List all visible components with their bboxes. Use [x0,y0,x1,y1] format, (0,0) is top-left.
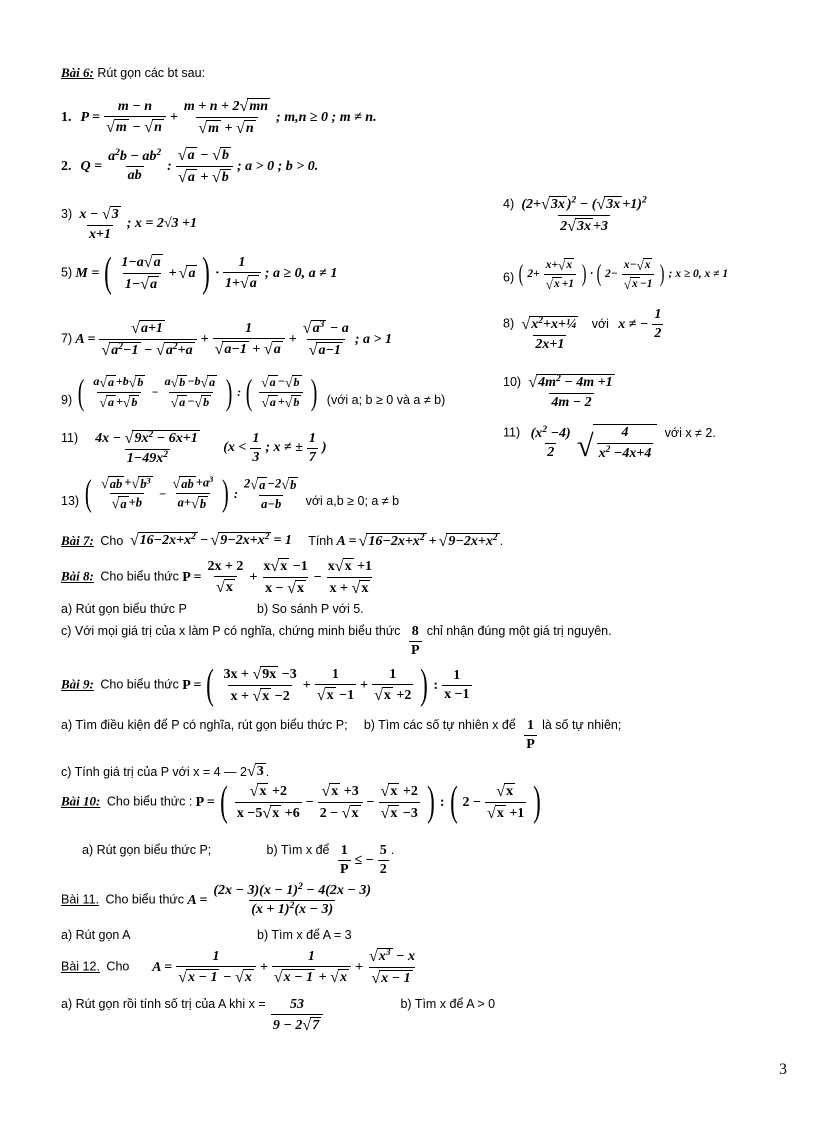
problem-2: 2. Q = $a^2b - ab^2$ ab : √ a − √ b √ a + √ b ; a > 0 ; b > 0. [61,147,319,187]
bai8-b: b) So sánh P với 5. [257,602,364,616]
problem-11b: 11) $(x^2 -4)$ 2 √ $\frac{4}{x^2 -4x+4}$ với x ≠ 2. [503,424,716,464]
bai11-b: b) Tìm x để A = 3 [257,928,352,942]
bai7: Bài 7: Cho √ $16-2x+x^2$ − √ $9-2x+x^2$ = 1 Tính A = √ $16-2x+x^2$ + √ $9-2x+x^2$ . [61,531,504,551]
bai6-heading: Bài 6: Rút gọn các bt sau: [61,65,206,80]
bai10-ab: a) Rút gọn biểu thức P; b) Tìm x để 1 P ≤ − 5 2 . [82,843,395,877]
bai8-c: c) Với mọi giá trị của x làm P có nghĩa, chứng minh biểu thức 8 P chỉ nhận đúng một giá trị nguyên. [61,624,612,658]
problem-8: 8) √ $x^2+x+\frac{1}{4}$ 2x+1 với x ≠ − $\frac{1}{2}$ [503,307,662,352]
page-number: 3 [779,1061,787,1078]
bai9-ab: a) Tìm điều kiện để P có nghĩa, rút gọn biểu thức P; b) Tìm các số tự nhiên x để 1 P là số tự nhiên; [61,718,622,752]
problem-10: 10) √ $4m^2 - 4m +1$ 4m − 2 [503,373,613,411]
bai8-a: a) Rút gọn biểu thức P [61,602,187,616]
bai10: Bài 10: Cho biểu thức : P = ( √ x +2 x −5 √ x +6 − √ x +3 2 − √ x − √ x +2 √ x −3 ) : ( 2 − √ x √ x +1 ) [61,778,542,825]
problem-6: 6) ( 2+ x+ √ x √ x +1 ) · ( 2− x− √ x √ x −1 ) ; x ≥ 0, x ≠ 1 [503,258,729,293]
problem-4: 4) (2+ √ 3x )$^2$ − ( √ 3x +1)$^2$ 2 √ 3x +3 [503,195,647,236]
problem-7: 7) A = √ a+1 √ $a^2-1$ − √ $a^2+a$ + 1 √ a−1 + √ a + √ $a^3$ − a √ a−1 ; a > 1 [61,319,392,360]
bai11: Bài 11. Cho biểu thức A = $(2x - 3)(x - 1)^2 - 4(2x - 3)$ $(x + 1)^2(x - 3)$ [61,881,372,917]
problem-13: 13) ( √ ab + √ $b^3$ √ a +b − √ ab $+a^3$ a+ √ b ) : 2 √ a −2 √ b a−b với a,b ≥ 0; a ≠ b [61,472,400,514]
bai9-c: c) Tính giá trị của P với x = 4 — 2 √ 3 . [61,763,270,780]
problem-9: 9) ( a √ a +b √ b √ a + √ b − a √ b −b √ a √ a − √ b ) : ( √ a − √ b √ a + √ b ) (với a; b ≥ 0 và a ≠ b) [61,372,446,412]
bai11-a: a) Rút gọn A [61,928,131,942]
problem-3: 3) x − √ 3 x+1 ; x = 2√3 +1 [61,206,198,243]
bai9: Bài 9: Cho biểu thức P = ( 3x + √ 9x −3 x + √ x −2 + 1 √ x −1 + 1 √ x +2 ) : 1 x −1 [61,661,470,708]
problem-5: 5) M = ( 1−a √ a 1− √ a + √ a ) · 1 1+ √ a ; a ≥ 0, a ≠ 1 [61,249,338,296]
bai12-ab: a) Rút gọn rồi tính số trị của A khi x = 53 9 − 2 √ 7 b) Tìm x để A > 0 [61,997,496,1034]
bai8: Bài 8: Cho biểu thức P = 2x + 2 √ x + x √ x −1 x − √ x − x √ x +1 x + √ x [61,558,373,598]
problem-1: 1. P = m − n √ m − √ n + m + n + 2 √ mn √ m + √ n ; m,n ≥ 0 ; m ≠ n. [61,98,377,138]
problem-11a: 11) 4x − √ $9x^2 - 6x+1$ $1-49x^2$ (x < 1 3 ; x ≠ ± 1 7 ) [61,429,327,467]
bai12: Bài 12. Cho A = 1 √ x − 1 − √ x + 1 √ x − 1 + √ x + √ $x^3$ − x √ x − 1 [61,947,416,988]
